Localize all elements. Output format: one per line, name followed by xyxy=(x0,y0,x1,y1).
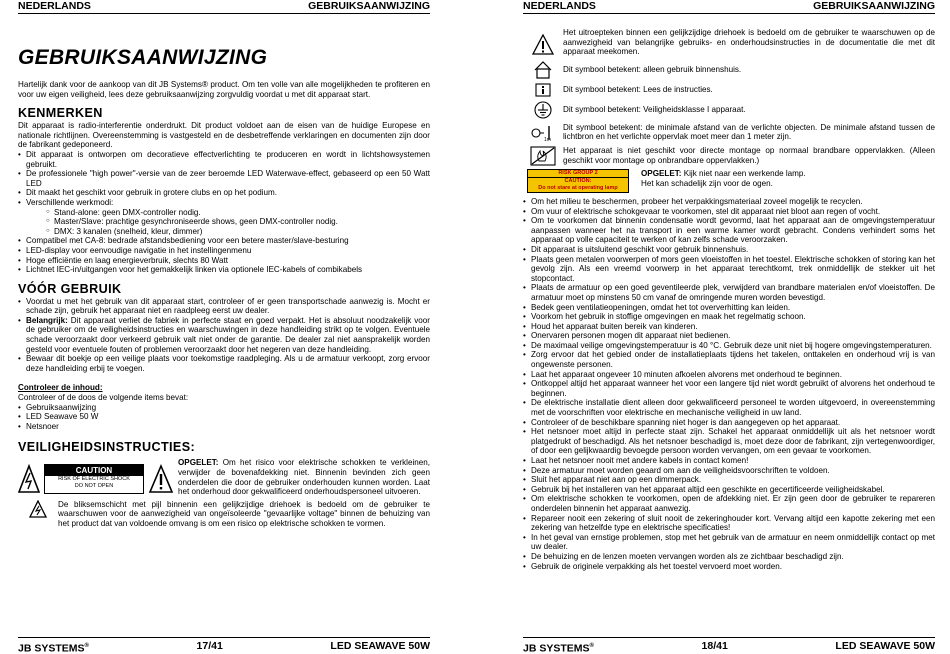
risk-attention-line2: Het kan schadelijk zijn voor de ogen. xyxy=(641,178,773,188)
risk-attention-text xyxy=(641,169,806,188)
list-item: • Dit apparaat is ontworpen om decoratieve effectverlichting te produceren en wordt in lichtshowsystemen gebruikt. xyxy=(18,150,430,169)
lightning-symbol-row xyxy=(18,500,430,529)
modes-label: Verschillende werkmodi: xyxy=(26,197,114,207)
list-item: • LED Seawave 50 W xyxy=(18,412,430,422)
symbol-text: Het uitroepteken binnen een gelijkzijdige driehoek is bedoeld om de gebruiker te waarschuwen op de aanwezigheid van belangrijke gebruiks- en onderhoudsinstructies in de documentatie die met dit apparaat meekomen. xyxy=(563,28,935,57)
intro-text: Hartelijk dank voor de aankoop van dit JB Systems® product. Om ten volle van alle mogelijkheden te profiteren en voor uw eigen veiligheid, lees deze gebruiksaanwijzing zorgvuldig voordat u met dit apparaat start. xyxy=(18,80,430,99)
list-item: • Repareer nooit een zekering of sluit nooit de zekeringhouder kort. Vervang altijd een kapotte zekering met een zekering van hetzelfde type en elektrische specificaties! xyxy=(523,514,935,533)
symbol-text: Dit symbool betekent: Lees de instructies. xyxy=(563,84,713,94)
registered-mark: ® xyxy=(84,643,89,649)
list-item: • Dit maakt het geschikt voor gebruik in grotere clubs en op het podium. xyxy=(18,188,430,198)
lightning-description: De bliksemschicht met pijl binnenin een gelijkzijdige driehoek is bedoeld om de gebruiker te waarschuwen voor de aanwezigheid van ongeïsoleerde "gevaarlijke voltage" binnen de behuizing van het product dat van voldoende omvang is om een risico op elektrische schokken te vormen. xyxy=(58,499,430,528)
list-item: • Voordat u met het gebruik van dit apparaat start, controleer of er geen transportschade aanwezig is. Mocht er schade zijn, gebruik het apparaat niet en raadpleeg eerst uw dealer. xyxy=(18,297,430,316)
before-use-heading: VÓÓR GEBRUIK xyxy=(18,281,122,296)
list-item: • Om elektrische schokken te voorkomen, open de afdekking niet. Er zijn geen door de gebruiker te repareren onderdelen binnenin het apparaat aanwezig. xyxy=(523,494,935,513)
list-item: • De elektrische installatie dient alleen door gekwalificeerd personeel te worden uitgevoerd, in overeenstemming met de voorschriften voor elektrische en mechanische veiligheid in uw land. xyxy=(523,398,935,417)
footer-brand xyxy=(18,639,89,654)
list-item: • Dit apparaat is uitsluitend geschikt voor gebruik binnenshuis. xyxy=(523,245,935,255)
exclamation-warning-icon xyxy=(148,464,174,494)
symbol-text: Dit symbool betekent: de minimale afstand van de verlichte objecten. De minimale afstand tussen de lichtbron en het verlichte oppervlak moet meer dan 1 meter zijn. xyxy=(563,122,935,142)
footer-product: LED SEAWAVE 50W xyxy=(330,640,430,652)
symbol-text: Dit symbool betekent: alleen gebruik binnenshuis. xyxy=(563,64,742,74)
manual-title: GEBRUIKSAANWIJZING xyxy=(18,46,268,69)
contents-heading: Controleer de inhoud: xyxy=(18,383,103,393)
list-item: • Om vuur of elektrische schokgevaar te voorkomen, stel dit apparaat niet bloot aan regen of vocht. xyxy=(523,207,935,217)
list-item: • Om te voorkomen dat binnenin condensatie wordt gevormd, laat het apparaat aan de omgevingstemperatuur aanpassen wanneer het na transport in een warme kamer wordt gebracht. Condens verhindert soms het apparaat op volle capaciteit te werken of kan zelfs schade veroorzaken. xyxy=(523,216,935,245)
read-instructions-icon xyxy=(535,83,551,97)
list-item: • Hoge efficiëntie en laag energieverbruik, slechts 80 Watt xyxy=(18,256,430,266)
right-page xyxy=(523,0,935,654)
risk-group-caution: CAUTION: xyxy=(564,177,592,184)
list-item: • Plaats de armatuur op een goed geventileerde plek, verwijderd van brandbare materialen en/of vloeistoffen. De armatuur moet op minstens 50 cm vanaf de omringende muren worden bevestigd. xyxy=(523,283,935,302)
symbol-row xyxy=(523,61,935,79)
list-item: • Deze armatuur moet worden geaard om aan de veiligheidsvoorschriften te voldoen. xyxy=(523,466,935,476)
symbol-row xyxy=(523,83,935,97)
lightning-triangle-icon xyxy=(29,500,47,518)
list-item: • Onervaren personen mogen dit apparaat niet bedienen. xyxy=(523,331,935,341)
safety-heading: VEILIGHEIDSINSTRUCTIES: xyxy=(18,440,196,455)
list-item: • Plaats geen metalen voorwerpen of mors geen vloeistoffen in het toestel. Elektrische schokken of storing kan het gevolg zijn. Als een vreemd voorwerp in het apparaat terechtkomt, trek onmiddellijk de stekker uit het stopcontact. xyxy=(523,255,935,284)
page-footer xyxy=(523,637,935,654)
list-item: • Laat het netsnoer nooit met andere kabels in contact komen! xyxy=(523,456,935,466)
list-item: ○ Master/Slave: prachtige gesynchroniseerde shows, geen DMX-controller nodig. xyxy=(46,217,430,227)
list-item: • Zorg ervoor dat het gebied onder de installatieplaats tijdens het takelen, onttakelen en onderhoud vrij is van ongewenste personen. xyxy=(523,350,935,369)
risk-group-warning: Do not stare at operating lamp xyxy=(538,184,618,191)
contents-intro: Controleer of de doos de volgende items bevat: xyxy=(18,393,189,403)
caution-label xyxy=(44,464,144,494)
risk-attention-line1: Kijk niet naar een werkende lamp. xyxy=(681,168,806,178)
attention-label: OPGELET: xyxy=(178,458,219,468)
page-footer xyxy=(18,637,430,654)
exclamation-triangle-icon xyxy=(532,34,554,56)
symbol-icon-cell xyxy=(523,83,563,97)
page-header xyxy=(18,0,430,14)
list-item: • Bedek geen ventilatieopeningen, omdat het tot oververhitting kan leiden. xyxy=(523,303,935,313)
symbol-icon-cell xyxy=(523,101,563,119)
footer-brand xyxy=(523,639,594,654)
list-item: • De professionele "high power"-versie van de zeer beroemde LED Waterwave-effect, gebaseerd op een 50 Watt LED xyxy=(18,169,430,188)
symbol-icon-cell xyxy=(523,61,563,79)
left-page xyxy=(18,0,430,654)
list-item: • Lichtnet IEC-in/uitgangen voor het gemakkelijk linken via optionele IEC-kabels of combikabels xyxy=(18,265,430,275)
list-item: • Gebruik bij het installeren van het apparaat altijd een geschikte en gecertificeerde veiligheidskabel. xyxy=(523,485,935,495)
symbol-icon-cell xyxy=(523,146,563,166)
important-text: Dit apparaat verliet de fabriek in perfecte staat en goed verpakt. Het is absoluut noodzakelijk voor de gebruiker om de veiligheidsinstructies en waarschuwingen in deze handleiding strikt op te volgen. Eventuele schade veroorzaakt door verkeerd gebruik valt niet onder de garantie. De dealer zal niet aansprakelijk worden gesteld voor eventuele fouten of problemen veroorzaakt door het negeren van deze handleiding. xyxy=(26,315,430,354)
list-item: ○ DMX: 3 kanalen (snelheid, kleur, dimmer) xyxy=(46,227,430,237)
risk-attention-label: OPGELET: xyxy=(641,168,682,178)
symbol-icon-cell xyxy=(523,123,563,142)
caution-block xyxy=(18,458,430,496)
list-item: • Netsnoer xyxy=(18,422,430,432)
list-item: • Bewaar dit boekje op een veilige plaats voor toekomstige raadpleging. Als u de armatuur verkoopt, zorg ervoor deze handleiding erbij te voegen. xyxy=(18,354,430,373)
list-item: • Om het milieu te beschermen, probeer het verpakkingsmateriaal zoveel mogelijk te recyclen. xyxy=(523,197,935,207)
symbol-text: Het apparaat is niet geschikt voor directe montage op normaal brandbare oppervlakken. (Alleen geschikt voor montage op onbrandbare oppervlakken.) xyxy=(563,145,935,165)
list-item: • Gebruiksaanwijzing xyxy=(18,403,430,413)
registered-mark: ® xyxy=(589,643,594,649)
no-flammable-surface-icon xyxy=(530,146,556,166)
header-language: NEDERLANDS xyxy=(18,0,91,12)
list-item: • Compatibel met CA-8: bedrade afstandsbediening voor een betere master/slave-besturing xyxy=(18,236,430,246)
attention-text xyxy=(178,458,430,496)
features-list xyxy=(18,150,430,275)
list-item: • In het geval van ernstige problemen, stop met het gebruik van de armatuur en neem onmiddellijk contact op met uw dealer. xyxy=(523,533,935,552)
symbol-row xyxy=(523,28,935,57)
list-item: • Voorkom het gebruik in stoffige omgevingen en maak het regelmatig schoon. xyxy=(523,312,935,322)
footer-page-number: 17/41 xyxy=(196,640,223,652)
list-item: • Houd het apparaat buiten bereik van kinderen. xyxy=(523,322,935,332)
attention-body: Om het risico voor elektrische schokken te verkleinen, verwijder de bovenafdekking niet. Binnenin bevinden zich geen onderdelen die door de gebruiker onderhouden kunnen worden. Laat het onderhoud door gekwalificeerd onderhoudspersoneel uitvoeren. xyxy=(178,458,430,497)
list-item: • Gebruik de originele verpakking als het toestel vervoerd moet worden. xyxy=(523,562,935,572)
symbol-icon-cell xyxy=(523,28,563,56)
footer-page-number: 18/41 xyxy=(701,640,728,652)
list-item: • LED-display voor eenvoudige navigatie in het instellingenmenu xyxy=(18,246,430,256)
caution-line2: DO NOT OPEN xyxy=(74,483,114,490)
list-item: • De maximaal veilige omgevingstemperatuur is 40 °C. Gebruik deze unit niet bij hogere omgevingstemperaturen. xyxy=(523,341,935,351)
caution-line1: RISK OF ELECTRIC SHOCK xyxy=(58,476,130,483)
footer-brand-name: JB SYSTEMS xyxy=(523,642,590,654)
list-item: • De behuizing en de lenzen moeten vervangen worden als ze zichtbaar beschadigd zijn. xyxy=(523,552,935,562)
caution-title: CAUTION xyxy=(45,465,143,476)
header-doc-title: GEBRUIKSAANWIJZING xyxy=(813,0,935,12)
distance-label: 1m xyxy=(544,136,551,142)
safety-rules-list xyxy=(523,197,935,571)
lightning-warning-icon xyxy=(18,464,40,494)
risk-group-block xyxy=(523,169,935,193)
symbol-icon-cell xyxy=(18,500,58,518)
footer-brand-name: JB SYSTEMS xyxy=(18,642,85,654)
page-header xyxy=(523,0,935,14)
minimum-distance-icon xyxy=(531,124,555,142)
list-item: • Ontkoppel altijd het apparaat wanneer het voor een langere tijd niet wordt gebruikt of alvorens het onderhoud te beginnen. xyxy=(523,379,935,398)
right-body xyxy=(523,28,935,571)
list-item xyxy=(18,198,430,236)
symbol-row xyxy=(523,123,935,142)
risk-group-title: RISK GROUP 2 xyxy=(528,170,628,178)
header-language: NEDERLANDS xyxy=(523,0,596,12)
left-body xyxy=(18,46,430,529)
symbol-row xyxy=(523,146,935,166)
risk-group-label xyxy=(527,169,629,193)
list-item: • Sluit het apparaat niet aan op een dimmerpack. xyxy=(523,475,935,485)
before-use-list xyxy=(18,297,430,374)
features-intro: Dit apparaat is radio-interferentie onderdrukt. Dit product voldoet aan de eisen van de huidige Europese en nationale richtlijnen. Overeenstemming is vastgesteld en de desbetreffende verklaringen en documenten zijn door de fabrikant gedeponeerd. xyxy=(18,121,430,150)
indoor-house-icon xyxy=(533,61,553,79)
contents-list xyxy=(18,403,430,432)
list-item xyxy=(18,316,430,354)
modes-list xyxy=(26,208,430,237)
list-item: • Controleer of de beschikbare spanning niet hoger is dan aangegeven op het apparaat. xyxy=(523,418,935,428)
list-item: • Het netsnoer moet altijd in perfecte staat zijn. Schakel het apparaat onmiddellijk uit als het netsnoer wordt platgedrukt of beschadigd. Als het netsnoer beschadigd is, moet deze door de fabrikant, zijn vertegenwoordiger, of door een gelijkwaardig bevoegde persoon worden vervangen, om een gevaar te voorkomen. xyxy=(523,427,935,456)
symbol-row xyxy=(523,101,935,119)
symbol-text: Dit symbool betekent: Veiligheidsklasse I apparaat. xyxy=(563,104,746,114)
protective-earth-icon xyxy=(534,101,552,119)
list-item: ○ Stand-alone: geen DMX-controller nodig. xyxy=(46,208,430,218)
features-heading: KENMERKEN xyxy=(18,106,103,121)
list-item: • Laat het apparaat ongeveer 10 minuten afkoelen alvorens met onderhoud te beginnen. xyxy=(523,370,935,380)
header-doc-title: GEBRUIKSAANWIJZING xyxy=(308,0,430,12)
important-label: Belangrijk: xyxy=(26,315,68,325)
footer-product: LED SEAWAVE 50W xyxy=(835,640,935,652)
